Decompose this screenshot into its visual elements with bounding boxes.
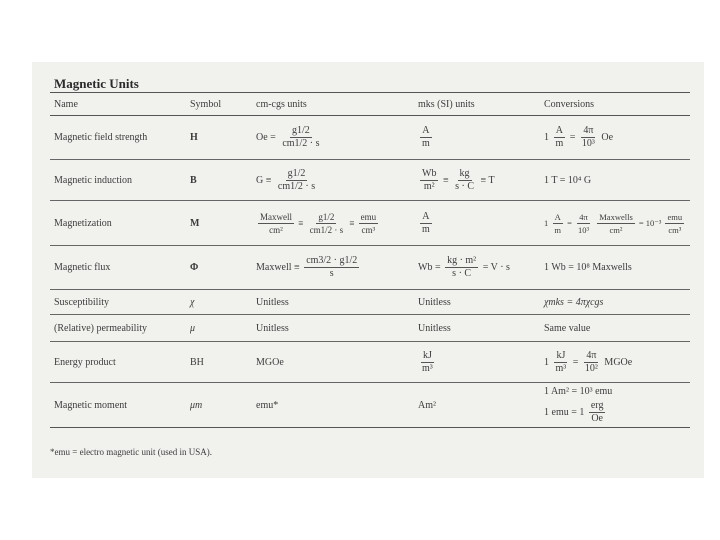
fraction: $\frac{g1/2}{cm1/2 \cdot s}$ [309, 211, 344, 235]
cell-conversion: χmks = 4πχcgs [540, 290, 690, 315]
fraction: $\frac{\text{kg · m²}}{s \cdot C}$ [447, 255, 477, 279]
table-row [50, 383, 690, 428]
header-symbol: Symbol [186, 93, 252, 116]
fraction: $\frac{Wb}{\text{m²}}$ [422, 167, 437, 192]
fraction: $\frac{kJ}{\text{m³}}$ [422, 349, 433, 374]
fraction: Maxwells cm² [599, 211, 633, 235]
cell-name: Magnetic field strength [50, 116, 186, 160]
cell-cgs: emu* [252, 383, 414, 428]
header-name: Name [50, 93, 186, 116]
cell-conversion: Same value [540, 315, 690, 342]
table-row [50, 201, 690, 246]
cell-name: Magnetic induction [50, 160, 186, 201]
fraction: $\frac{g1/2}{cm1/2 \cdot s}$ [282, 125, 320, 149]
cell-cgs: Unitless [252, 315, 414, 342]
fraction: $\frac{A}{m}$ [554, 211, 561, 235]
cell-cgs: Maxwell cm² ≡ $\frac{g1/2}{cm1/2 \cdot s}$ ≡ emu cm³ [252, 201, 414, 246]
cell-name: Energy product [50, 342, 186, 383]
fraction: $\frac{kg}{s \cdot C}$ [455, 167, 474, 192]
fraction: $\frac{4\pi}{\text{10³}}$ [581, 125, 595, 149]
cell-conversion: 1 $\frac{kJ}{\text{m³}}$ = $\frac{4\pi}{\text{10²}}$ MGOe [540, 342, 690, 383]
cell-symbol: μm [186, 383, 252, 428]
table-row [50, 246, 690, 290]
fraction: $\frac{kJ}{\text{m³}}$ [555, 349, 567, 374]
cell-conversion: 1 $\frac{A}{m}$ = $\frac{4\pi}{\text{10³}}$ Oe [540, 116, 690, 160]
cell-symbol: B [186, 160, 252, 201]
fraction: erg Oe [590, 399, 604, 424]
cell-mks [414, 342, 540, 383]
fraction: emu cm³ [360, 211, 377, 235]
cell-name: Magnetic moment [50, 383, 186, 428]
fraction: $\frac{A}{m}$ [422, 210, 430, 235]
cell-name: Susceptibility [50, 290, 186, 315]
table-row [50, 116, 690, 160]
cell-conversion [540, 383, 690, 428]
fraction: emu cm³ [667, 211, 683, 235]
cell-mks: Unitless [414, 315, 540, 342]
cell-cgs: MGOe [252, 342, 414, 383]
cell-cgs: Unitless [252, 290, 414, 315]
cell-mks [414, 116, 540, 160]
cell-mks: Unitless [414, 290, 540, 315]
cell-mks: Am² [414, 383, 540, 428]
table-row [50, 342, 690, 383]
cell-cgs: Oe = $\frac{g1/2}{cm1/2 \cdot s}$ [252, 116, 414, 160]
fraction: $\frac{A}{m}$ [555, 125, 564, 149]
cell-symbol: H [186, 116, 252, 160]
cell-name: Magnetization [50, 201, 186, 246]
cell-symbol: χ [186, 290, 252, 315]
fraction: $\frac{4\pi}{\text{10²}}$ [584, 349, 598, 374]
header-cgs: cm-cgs units [252, 93, 414, 116]
cell-symbol: BH [186, 342, 252, 383]
header-mks: mks (SI) units [414, 93, 540, 116]
cell-conversion: 1 T = 10⁴ G [540, 160, 690, 201]
fraction: $\frac{cm3/2 \cdot g1/2}{s}$ [306, 255, 358, 279]
table-header-row [50, 93, 690, 116]
cell-mks [414, 201, 540, 246]
conversion-stack: 1 Am² = 10³ emu 1 emu = 1 erg Oe [544, 385, 613, 424]
cell-symbol: M [186, 201, 252, 246]
header-conversions: Conversions [540, 93, 690, 116]
cell-name: (Relative) permeability [50, 315, 186, 342]
fraction: $\frac{4\pi}{\text{10³}}$ [578, 211, 590, 235]
fraction: $\frac{g1/2}{cm1/2 \cdot s}$ [277, 167, 316, 192]
table-row [50, 160, 690, 201]
page-title: Magnetic Units [54, 76, 139, 91]
table-row [50, 315, 690, 342]
cell-symbol: Φ [186, 246, 252, 290]
cell-cgs: G ≡ $\frac{g1/2}{cm1/2 \cdot s}$ [252, 160, 414, 201]
fraction: Maxwell cm² [260, 211, 292, 235]
cell-name: Magnetic flux [50, 246, 186, 290]
magnetic-units-table [50, 92, 690, 428]
table-row [50, 290, 690, 315]
cell-mks: Wb = $\frac{\text{kg · m²}}{s \cdot C}$ = V · s [414, 246, 540, 290]
footnote: *emu = electro magnetic unit (used in USA). [50, 447, 213, 457]
cell-symbol: μ [186, 315, 252, 342]
cell-conversion: 1 Wb = 10⁸ Maxwells [540, 246, 690, 290]
cell-conversion: 1 $\frac{A}{m}$ = $\frac{4\pi}{\text{10³}}$ Maxwells cm² = 10⁻³ emu cm³ [540, 201, 690, 246]
cell-mks: $\frac{Wb}{\text{m²}}$ ≡ $\frac{kg}{s \cdot C}$ ≡ T [414, 160, 540, 201]
fraction: $\frac{A}{m}$ [422, 125, 430, 149]
cell-cgs: Maxwell ≡ $\frac{cm3/2 \cdot g1/2}{s}$ [252, 246, 414, 290]
